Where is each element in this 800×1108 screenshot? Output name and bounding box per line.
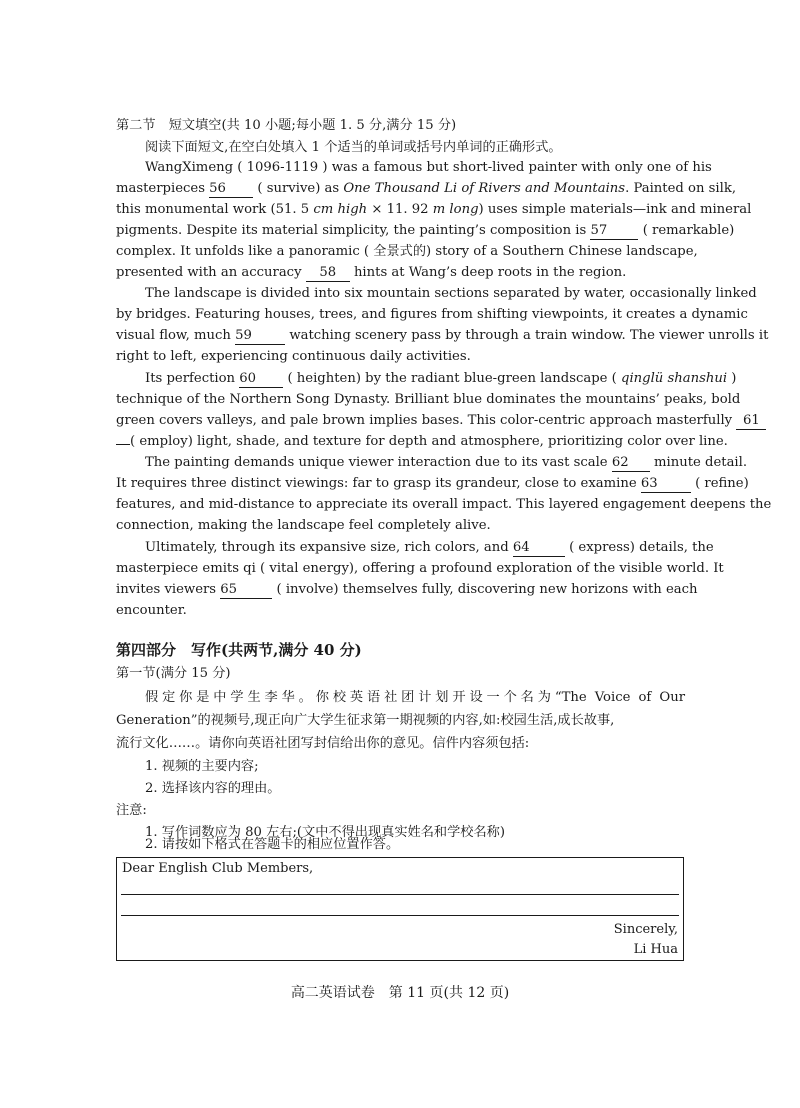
blank-61[interactable]: 61 bbox=[736, 413, 766, 430]
p1-line1: WangXimeng ( 1096-1119 ) was a famous but short-lived painter with only one of his bbox=[145, 160, 712, 175]
blank-59[interactable]: 59 bbox=[235, 328, 285, 345]
p1-line2 bbox=[116, 178, 737, 199]
prompt-item2: 2. 选择该内容的理由。 bbox=[145, 781, 281, 796]
blank-57[interactable]: 57 bbox=[590, 223, 638, 240]
text: × 11. 92 bbox=[371, 202, 429, 217]
text: ( survive) as bbox=[257, 181, 340, 196]
blank-61-continuation[interactable] bbox=[116, 444, 130, 445]
text: visual flow, much bbox=[116, 328, 231, 343]
text: presented with an accuracy bbox=[116, 265, 302, 280]
letter-signature: Li Hua bbox=[633, 942, 678, 957]
text: Its perfection bbox=[145, 371, 236, 386]
text: cm high bbox=[313, 202, 368, 217]
text: minute detail. bbox=[654, 455, 748, 470]
text: ( involve) themselves fully, discovering new horizons with each bbox=[276, 582, 698, 597]
text: pigments. Despite its material simplicity, the painting’s composition is bbox=[116, 223, 587, 238]
text: this monumental work (51. 5 bbox=[116, 202, 310, 217]
letter-closing: Sincerely, bbox=[613, 922, 678, 937]
p5-line1 bbox=[145, 537, 714, 558]
p4-line3: features, and mid-distance to appreciate its overall impact. This layered engagement deepens the bbox=[116, 497, 772, 512]
writing-line bbox=[121, 915, 679, 916]
text: Ultimately, through its expansive size, rich colors, and bbox=[145, 540, 509, 555]
p3-line2: technique of the Northern Song Dynasty. Brilliant blue dominates the mountains’ peaks, bold bbox=[116, 392, 741, 407]
p5-line3 bbox=[116, 579, 698, 600]
note1: 1. 写作词数应为 80 左右;(文中不得出现真实姓名和学校名称) bbox=[145, 825, 505, 840]
p1-line3 bbox=[116, 199, 752, 220]
text: green covers valleys, and pale brown implies bases. This color-centric approach masterfully bbox=[116, 413, 733, 428]
p1-line4 bbox=[116, 220, 735, 241]
prompt-line2: Generation”的视频号,现正向广大学生征求第一期视频的内容,如:校园生活,成长故事, bbox=[116, 713, 615, 728]
letter-answer-box[interactable] bbox=[116, 857, 684, 961]
text: The painting demands unique viewer interaction due to its vast scale bbox=[145, 455, 608, 470]
p2-line1: The landscape is divided into six mountain sections separated by water, occasionally linked bbox=[145, 286, 757, 301]
text: It requires three distinct viewings: far to grasp its grandeur, close to examine bbox=[116, 476, 637, 491]
text: ) uses simple materials—ink and mineral bbox=[478, 202, 752, 217]
part4-heading: 第四部分 写作(共两节,满分 40 分) bbox=[116, 641, 362, 659]
text: ( employ) light, shade, and texture for depth and atmosphere, prioritizing color over line. bbox=[130, 434, 728, 449]
text: qinglü shanshui bbox=[621, 371, 728, 386]
p1-line6 bbox=[116, 262, 685, 283]
blank-58[interactable]: 58 bbox=[306, 265, 350, 282]
text: hints at Wang’s deep roots in the region. bbox=[353, 265, 627, 280]
letter-greeting: Dear English Club Members, bbox=[122, 861, 314, 876]
p3-line3 bbox=[116, 410, 760, 431]
page-footer: 高二英语试卷 第 11 页(共 12 页) bbox=[290, 985, 510, 1001]
prompt-line1: 假定你是中学生李华。你校英语社团计划开设一个名为“The Voice of Our bbox=[145, 690, 685, 705]
text: ( refine) bbox=[695, 476, 749, 491]
text: ) bbox=[731, 371, 737, 386]
p4-line4: connection, making the landscape feel completely alive. bbox=[116, 518, 491, 533]
prompt-item1: 1. 视频的主要内容; bbox=[145, 759, 259, 774]
writing-line bbox=[121, 894, 679, 895]
blank-64[interactable]: 64 bbox=[513, 540, 565, 557]
part4-section1: 第一节(满分 15 分) bbox=[116, 666, 231, 681]
text: masterpieces bbox=[116, 181, 205, 196]
p2-line4: right to left, experiencing continuous daily activities. bbox=[116, 349, 471, 364]
blank-62[interactable]: 62 bbox=[612, 455, 650, 472]
p2-line3 bbox=[116, 325, 769, 346]
text: ( express) details, the bbox=[569, 540, 714, 555]
text: ( heighten) by the radiant blue-green landscape ( bbox=[287, 371, 617, 386]
prompt-line3: 流行文化……。请你向英语社团写封信给出你的意见。信件内容须包括: bbox=[116, 736, 530, 751]
p5-line2: masterpiece emits qi ( vital energy), offering a profound exploration of the visible world. It bbox=[116, 561, 724, 576]
blank-65[interactable]: 65 bbox=[220, 582, 272, 599]
p5-line4: encounter. bbox=[116, 603, 187, 618]
blank-60[interactable]: 60 bbox=[239, 371, 283, 388]
text: watching scenery pass by through a train window. The viewer unrolls it bbox=[289, 328, 769, 343]
text: ( remarkable) bbox=[642, 223, 735, 238]
instruction: 阅读下面短文,在空白处填入 1 个适当的单词或括号内单词的正确形式。 bbox=[145, 140, 562, 155]
section-heading: 第二节 短文填空(共 10 小题;每小题 1. 5 分,满分 15 分) bbox=[116, 118, 457, 133]
p4-line2 bbox=[116, 473, 749, 494]
text: . Painted on silk, bbox=[625, 181, 737, 196]
blank-63[interactable]: 63 bbox=[641, 476, 691, 493]
p3-line1 bbox=[145, 368, 737, 389]
note2: 2. 请按如下格式在答题卡的相应位置作答。 bbox=[145, 837, 400, 852]
p2-line2: by bridges. Featuring houses, trees, and figures from shifting viewpoints, it creates a dynamic bbox=[116, 307, 748, 322]
p4-line1 bbox=[145, 452, 748, 473]
painting-title: One Thousand Li of Rivers and Mountains bbox=[343, 181, 626, 196]
text: m long bbox=[432, 202, 479, 217]
blank-56[interactable]: 56 bbox=[209, 181, 253, 198]
p1-line5: complex. It unfolds like a panoramic ( 全景式的) story of a Southern Chinese landscape, bbox=[116, 244, 698, 259]
notes-label: 注意: bbox=[116, 803, 147, 818]
text: invites viewers bbox=[116, 582, 217, 597]
p3-line4 bbox=[116, 431, 728, 452]
